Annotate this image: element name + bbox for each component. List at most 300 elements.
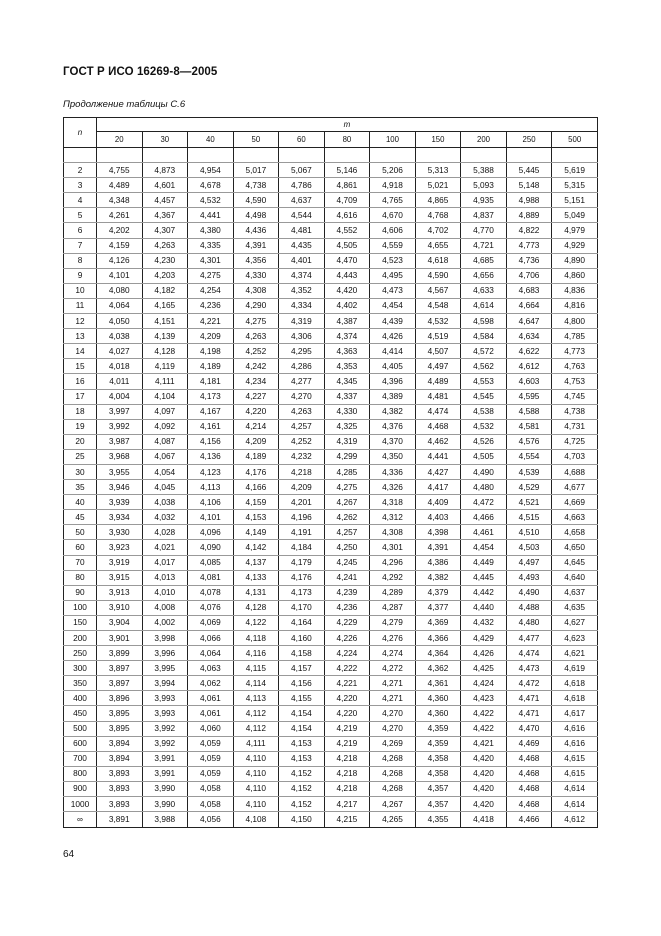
row-label-cell: 7 xyxy=(64,238,97,253)
column-header: 30 xyxy=(142,132,188,148)
table-row xyxy=(64,781,598,796)
value-cell: 4,503 xyxy=(506,540,552,555)
table-row xyxy=(64,691,598,706)
value-cell: 4,401 xyxy=(279,253,325,268)
value-cell: 4,128 xyxy=(142,344,188,359)
value-cell: 4,164 xyxy=(279,615,325,630)
value-cell: 4,685 xyxy=(461,253,507,268)
value-cell: 4,064 xyxy=(97,298,143,313)
value-cell: 4,236 xyxy=(324,600,370,615)
value-cell: 4,466 xyxy=(506,812,552,828)
row-label-cell: 10 xyxy=(64,283,97,298)
value-cell: 4,773 xyxy=(506,238,552,253)
value-cell: 4,229 xyxy=(324,615,370,630)
value-cell: 4,650 xyxy=(552,540,598,555)
value-cell: 4,588 xyxy=(506,404,552,419)
table-row xyxy=(64,480,598,495)
value-cell: 4,336 xyxy=(370,464,416,479)
value-cell: 4,104 xyxy=(142,389,188,404)
row-label-cell: 70 xyxy=(64,555,97,570)
value-cell: 4,219 xyxy=(324,736,370,751)
value-cell: 4,481 xyxy=(415,389,461,404)
table-row xyxy=(64,525,598,540)
value-cell: 4,576 xyxy=(506,434,552,449)
value-cell: 4,765 xyxy=(370,193,416,208)
value-cell: 4,270 xyxy=(370,706,416,721)
spacer-row xyxy=(64,148,598,163)
spacer-cell xyxy=(97,148,143,163)
row-label-cell: 40 xyxy=(64,495,97,510)
spacer-cell xyxy=(324,148,370,163)
value-cell: 4,548 xyxy=(415,298,461,313)
value-cell: 4,142 xyxy=(233,540,279,555)
value-cell: 3,893 xyxy=(97,781,143,796)
value-cell: 4,493 xyxy=(506,570,552,585)
value-cell: 4,618 xyxy=(415,253,461,268)
value-cell: 4,096 xyxy=(188,525,234,540)
value-cell: 4,092 xyxy=(142,419,188,434)
value-cell: 4,286 xyxy=(279,359,325,374)
value-cell: 4,214 xyxy=(233,419,279,434)
value-cell: 4,678 xyxy=(188,178,234,193)
value-cell: 4,658 xyxy=(552,525,598,540)
value-cell: 4,245 xyxy=(324,555,370,570)
value-cell: 4,497 xyxy=(415,359,461,374)
table-row xyxy=(64,404,598,419)
value-cell: 4,058 xyxy=(188,797,234,812)
value-cell: 4,619 xyxy=(552,661,598,676)
value-cell: 4,202 xyxy=(97,223,143,238)
value-cell: 4,279 xyxy=(370,615,416,630)
row-label-cell: 13 xyxy=(64,329,97,344)
value-cell: 4,481 xyxy=(279,223,325,238)
value-cell: 4,153 xyxy=(279,751,325,766)
value-cell: 4,519 xyxy=(415,329,461,344)
value-cell: 5,017 xyxy=(233,163,279,178)
value-cell: 4,176 xyxy=(233,464,279,479)
value-cell: 4,414 xyxy=(370,344,416,359)
value-cell: 4,181 xyxy=(188,374,234,389)
value-cell: 3,894 xyxy=(97,736,143,751)
value-cell: 4,725 xyxy=(552,434,598,449)
value-cell: 4,059 xyxy=(188,736,234,751)
value-cell: 4,515 xyxy=(506,510,552,525)
value-cell: 4,123 xyxy=(188,464,234,479)
column-header: 50 xyxy=(233,132,279,148)
value-cell: 4,128 xyxy=(233,600,279,615)
value-cell: 4,353 xyxy=(324,359,370,374)
value-cell: 4,664 xyxy=(506,298,552,313)
value-cell: 4,345 xyxy=(324,374,370,389)
value-cell: 4,621 xyxy=(552,646,598,661)
value-cell: 4,688 xyxy=(552,464,598,479)
value-cell: 4,056 xyxy=(188,812,234,828)
value-cell: 4,152 xyxy=(279,797,325,812)
value-cell: 4,545 xyxy=(461,389,507,404)
value-cell: 4,738 xyxy=(233,178,279,193)
value-cell: 4,221 xyxy=(324,676,370,691)
table-row xyxy=(64,615,598,630)
value-cell: 4,137 xyxy=(233,555,279,570)
value-cell: 4,307 xyxy=(142,223,188,238)
value-cell: 4,420 xyxy=(461,766,507,781)
value-cell: 4,488 xyxy=(506,600,552,615)
value-cell: 3,893 xyxy=(97,766,143,781)
value-cell: 4,590 xyxy=(415,268,461,283)
value-cell: 4,532 xyxy=(188,193,234,208)
value-cell: 4,064 xyxy=(188,646,234,661)
value-cell: 4,623 xyxy=(552,631,598,646)
value-cell: 4,489 xyxy=(415,374,461,389)
value-cell: 4,889 xyxy=(506,208,552,223)
value-cell: 4,918 xyxy=(370,178,416,193)
value-cell: 4,203 xyxy=(142,268,188,283)
value-cell: 4,337 xyxy=(324,389,370,404)
value-cell: 4,271 xyxy=(370,691,416,706)
value-cell: 4,334 xyxy=(279,298,325,313)
value-cell: 4,326 xyxy=(370,480,416,495)
value-cell: 4,473 xyxy=(370,283,416,298)
value-cell: 3,992 xyxy=(142,721,188,736)
table-row xyxy=(64,751,598,766)
table-row xyxy=(64,208,598,223)
value-cell: 4,004 xyxy=(97,389,143,404)
value-cell: 4,382 xyxy=(415,570,461,585)
value-cell: 4,554 xyxy=(506,449,552,464)
value-cell: 4,153 xyxy=(233,510,279,525)
value-cell: 4,067 xyxy=(142,449,188,464)
value-cell: 4,224 xyxy=(324,646,370,661)
value-cell: 4,618 xyxy=(552,676,598,691)
value-cell: 4,420 xyxy=(324,283,370,298)
value-cell: 4,062 xyxy=(188,676,234,691)
value-cell: 4,683 xyxy=(506,283,552,298)
value-cell: 4,627 xyxy=(552,615,598,630)
value-cell: 4,289 xyxy=(370,585,416,600)
value-cell: 4,420 xyxy=(461,751,507,766)
value-cell: 4,275 xyxy=(324,480,370,495)
value-cell: 4,402 xyxy=(324,298,370,313)
value-cell: 4,647 xyxy=(506,314,552,329)
value-cell: 4,308 xyxy=(233,283,279,298)
value-cell: 4,470 xyxy=(324,253,370,268)
value-cell: 4,179 xyxy=(279,555,325,570)
value-cell: 4,054 xyxy=(142,464,188,479)
value-cell: 4,367 xyxy=(142,208,188,223)
table-row xyxy=(64,178,598,193)
value-cell: 4,061 xyxy=(188,706,234,721)
value-cell: 4,268 xyxy=(370,781,416,796)
value-cell: 4,454 xyxy=(370,298,416,313)
row-label-cell: 1000 xyxy=(64,797,97,812)
value-cell: 4,462 xyxy=(415,434,461,449)
value-cell: 4,606 xyxy=(370,223,416,238)
value-cell: 4,663 xyxy=(552,510,598,525)
value-cell: 4,348 xyxy=(97,193,143,208)
table-row xyxy=(64,419,598,434)
value-cell: 4,637 xyxy=(279,193,325,208)
table-row xyxy=(64,706,598,721)
value-cell: 4,677 xyxy=(552,480,598,495)
value-cell: 4,263 xyxy=(142,238,188,253)
value-cell: 4,158 xyxy=(279,646,325,661)
table-row xyxy=(64,389,598,404)
value-cell: 4,355 xyxy=(415,812,461,828)
value-cell: 4,357 xyxy=(415,797,461,812)
value-cell: 4,306 xyxy=(279,329,325,344)
value-cell: 4,445 xyxy=(461,570,507,585)
value-cell: 4,612 xyxy=(506,359,552,374)
value-cell: 4,167 xyxy=(188,404,234,419)
value-cell: 4,110 xyxy=(233,797,279,812)
value-cell: 4,616 xyxy=(552,721,598,736)
value-cell: 4,590 xyxy=(233,193,279,208)
value-cell: 3,891 xyxy=(97,812,143,828)
value-cell: 4,426 xyxy=(370,329,416,344)
value-cell: 3,897 xyxy=(97,661,143,676)
value-cell: 4,184 xyxy=(279,540,325,555)
table-row xyxy=(64,721,598,736)
value-cell: 4,387 xyxy=(324,314,370,329)
value-cell: 4,154 xyxy=(279,706,325,721)
row-label-cell: 30 xyxy=(64,464,97,479)
table-row xyxy=(64,253,598,268)
value-cell: 4,552 xyxy=(324,223,370,238)
value-cell: 4,059 xyxy=(188,751,234,766)
column-group-m: m xyxy=(97,118,598,132)
row-label-cell: 100 xyxy=(64,600,97,615)
value-cell: 4,454 xyxy=(461,540,507,555)
value-cell: 4,220 xyxy=(324,691,370,706)
value-cell: 3,955 xyxy=(97,464,143,479)
value-cell: 4,584 xyxy=(461,329,507,344)
value-cell: 4,617 xyxy=(552,706,598,721)
value-cell: 4,800 xyxy=(552,314,598,329)
value-cell: 4,319 xyxy=(324,434,370,449)
value-cell: 4,391 xyxy=(233,238,279,253)
table-row xyxy=(64,766,598,781)
value-cell: 4,562 xyxy=(461,359,507,374)
value-cell: 4,738 xyxy=(552,404,598,419)
value-cell: 4,538 xyxy=(461,404,507,419)
row-label-cell: 700 xyxy=(64,751,97,766)
value-cell: 4,352 xyxy=(279,283,325,298)
value-cell: 4,261 xyxy=(97,208,143,223)
value-cell: 4,386 xyxy=(415,555,461,570)
row-label-cell: 2 xyxy=(64,163,97,178)
value-cell: 4,763 xyxy=(552,359,598,374)
value-cell: 4,234 xyxy=(233,374,279,389)
value-cell: 4,058 xyxy=(188,781,234,796)
value-cell: 4,069 xyxy=(188,615,234,630)
value-cell: 4,645 xyxy=(552,555,598,570)
value-cell: 3,919 xyxy=(97,555,143,570)
spacer-cell xyxy=(188,148,234,163)
row-label-cell: 18 xyxy=(64,404,97,419)
value-cell: 4,285 xyxy=(324,464,370,479)
value-cell: 4,241 xyxy=(324,570,370,585)
value-cell: 4,753 xyxy=(552,374,598,389)
value-cell: 3,897 xyxy=(97,676,143,691)
value-cell: 4,275 xyxy=(188,268,234,283)
value-cell: 4,292 xyxy=(370,570,416,585)
value-cell: 4,262 xyxy=(324,510,370,525)
value-cell: 4,421 xyxy=(461,736,507,751)
row-label-cell: 15 xyxy=(64,359,97,374)
value-cell: 5,206 xyxy=(370,163,416,178)
value-cell: 4,786 xyxy=(279,178,325,193)
table-row xyxy=(64,510,598,525)
value-cell: 4,480 xyxy=(461,480,507,495)
value-cell: 4,219 xyxy=(324,721,370,736)
row-label-cell: 11 xyxy=(64,298,97,313)
value-cell: 4,837 xyxy=(461,208,507,223)
value-cell: 4,374 xyxy=(324,329,370,344)
value-cell: 4,269 xyxy=(370,736,416,751)
value-cell: 5,067 xyxy=(279,163,325,178)
value-cell: 4,405 xyxy=(370,359,416,374)
value-cell: 4,469 xyxy=(506,736,552,751)
value-cell: 4,271 xyxy=(370,676,416,691)
value-cell: 4,196 xyxy=(279,510,325,525)
value-cell: 4,356 xyxy=(233,253,279,268)
value-cell: 4,176 xyxy=(279,570,325,585)
value-cell: 4,217 xyxy=(324,797,370,812)
value-cell: 4,929 xyxy=(552,238,598,253)
value-cell: 4,151 xyxy=(142,314,188,329)
value-cell: 4,110 xyxy=(233,781,279,796)
value-cell: 4,529 xyxy=(506,480,552,495)
value-cell: 4,890 xyxy=(552,253,598,268)
value-cell: 4,131 xyxy=(233,585,279,600)
value-cell: 4,655 xyxy=(415,238,461,253)
value-cell: 4,472 xyxy=(506,676,552,691)
table-row xyxy=(64,268,598,283)
value-cell: 4,635 xyxy=(552,600,598,615)
value-cell: 4,110 xyxy=(233,751,279,766)
spacer-cell xyxy=(506,148,552,163)
value-cell: 4,013 xyxy=(142,570,188,585)
value-cell: 4,038 xyxy=(142,495,188,510)
value-cell: 4,477 xyxy=(506,631,552,646)
value-cell: 4,112 xyxy=(233,706,279,721)
value-cell: 3,893 xyxy=(97,797,143,812)
value-cell: 4,598 xyxy=(461,314,507,329)
value-cell: 4,361 xyxy=(415,676,461,691)
table-row xyxy=(64,314,598,329)
table-row xyxy=(64,163,598,178)
value-cell: 4,429 xyxy=(461,631,507,646)
value-cell: 4,640 xyxy=(552,570,598,585)
value-cell: 4,731 xyxy=(552,419,598,434)
value-cell: 4,490 xyxy=(461,464,507,479)
value-cell: 4,218 xyxy=(279,464,325,479)
value-cell: 4,559 xyxy=(370,238,416,253)
value-cell: 4,325 xyxy=(324,419,370,434)
value-cell: 4,425 xyxy=(461,661,507,676)
value-cell: 4,087 xyxy=(142,434,188,449)
value-cell: 4,133 xyxy=(233,570,279,585)
row-label-cell: 600 xyxy=(64,736,97,751)
value-cell: 4,420 xyxy=(461,797,507,812)
row-label-cell: 20 xyxy=(64,434,97,449)
value-cell: 4,170 xyxy=(279,600,325,615)
value-cell: 4,113 xyxy=(233,691,279,706)
value-cell: 4,166 xyxy=(233,480,279,495)
value-cell: 4,480 xyxy=(506,615,552,630)
row-label-cell: 9 xyxy=(64,268,97,283)
value-cell: 4,432 xyxy=(461,615,507,630)
value-cell: 4,721 xyxy=(461,238,507,253)
value-cell: 4,382 xyxy=(370,404,416,419)
value-cell: 3,939 xyxy=(97,495,143,510)
value-cell: 4,474 xyxy=(506,646,552,661)
value-cell: 4,252 xyxy=(233,344,279,359)
value-cell: 4,461 xyxy=(461,525,507,540)
column-header: 200 xyxy=(461,132,507,148)
column-header: 80 xyxy=(324,132,370,148)
value-cell: 4,250 xyxy=(324,540,370,555)
value-cell: 3,993 xyxy=(142,691,188,706)
value-cell: 4,232 xyxy=(279,449,325,464)
value-cell: 4,159 xyxy=(97,238,143,253)
value-cell: 4,706 xyxy=(506,268,552,283)
value-cell: 4,272 xyxy=(370,661,416,676)
value-cell: 4,113 xyxy=(188,480,234,495)
value-cell: 4,581 xyxy=(506,419,552,434)
row-label-cell: 90 xyxy=(64,585,97,600)
value-cell: 4,532 xyxy=(415,314,461,329)
value-cell: 4,420 xyxy=(461,781,507,796)
value-cell: 4,424 xyxy=(461,676,507,691)
value-cell: 4,108 xyxy=(233,812,279,828)
value-cell: 4,173 xyxy=(279,585,325,600)
value-cell: 4,773 xyxy=(552,344,598,359)
value-cell: 4,427 xyxy=(415,464,461,479)
value-cell: 4,114 xyxy=(233,676,279,691)
value-cell: 4,165 xyxy=(142,298,188,313)
table-row xyxy=(64,344,598,359)
value-cell: 4,218 xyxy=(324,766,370,781)
value-cell: 4,490 xyxy=(506,585,552,600)
value-cell: 4,106 xyxy=(188,495,234,510)
row-label-cell: 50 xyxy=(64,525,97,540)
value-cell: 4,090 xyxy=(188,540,234,555)
value-cell: 4,637 xyxy=(552,585,598,600)
table-row xyxy=(64,646,598,661)
value-cell: 4,403 xyxy=(415,510,461,525)
value-cell: 4,154 xyxy=(279,721,325,736)
value-cell: 3,894 xyxy=(97,751,143,766)
row-header-n: n xyxy=(64,118,97,148)
value-cell: 4,198 xyxy=(188,344,234,359)
value-cell: 4,267 xyxy=(324,495,370,510)
value-cell: 5,445 xyxy=(506,163,552,178)
value-cell: 4,209 xyxy=(233,434,279,449)
table-row xyxy=(64,676,598,691)
value-cell: 4,745 xyxy=(552,389,598,404)
value-cell: 3,923 xyxy=(97,540,143,555)
table-row xyxy=(64,585,598,600)
value-cell: 4,612 xyxy=(552,812,598,828)
value-cell: 4,523 xyxy=(370,253,416,268)
value-cell: 4,860 xyxy=(552,268,598,283)
value-cell: 4,468 xyxy=(415,419,461,434)
table-row xyxy=(64,812,598,828)
table-row xyxy=(64,495,598,510)
value-cell: 4,495 xyxy=(370,268,416,283)
row-label-cell: 300 xyxy=(64,661,97,676)
